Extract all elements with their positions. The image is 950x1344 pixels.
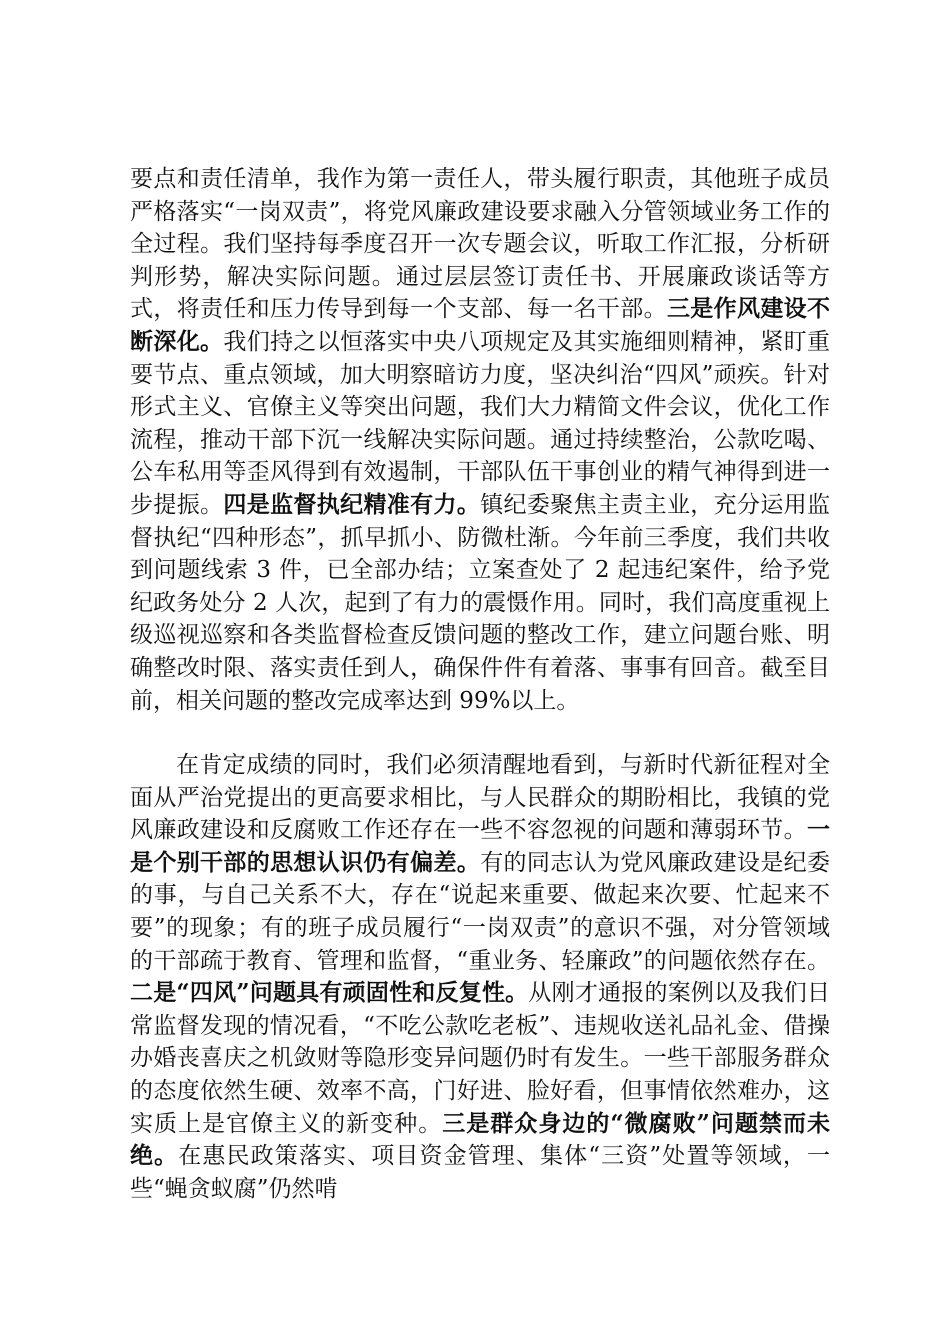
bold-heading-problem-1: 一是个别干部的思想认识仍有偏差。 xyxy=(130,816,830,876)
paragraph-text: 要点和责任清单，我作为第一责任人，带头履行职责，其他班子成员严格落实“一岗双责”，将党风廉政建设要求融入分管领域业务工作的全过程。我们坚持每季度召开一次专题会议，听取工作汇报，分析研判形势，解决实际问题。通过层层签订责任书、开展廉政谈话等方式，将责任和压力传导到每一个支部、每一名干部。 xyxy=(130,166,830,323)
paragraph-2 xyxy=(130,749,830,1205)
paragraph-text: 镇纪委聚焦主责主业，充分运用监督执纪“四种形态”，抓早抓小、防微杜渐。今年前三季度，我们共收到问题线索 3 件，已全部办结；立案查处了 2 起违纪案件，给予党纪政务处分 2 人次，起到了有力的震慑作用。同时，我们高度重视上级巡视巡察和各类监督检查反馈问题的整改工作，建立问题台账、明确整改时限、落实责任到人，确保件件有着落、事事有回音。截至目前，相关问题的整改完成率达到 99%以上。 xyxy=(130,491,831,714)
paragraph-text: 我们持之以恒落实中央八项规定及其实施细则精神，紧盯重要节点、重点领域，加大明察暗访力度，坚决纠治“四风”顽疾。针对形式主义、官僚主义等突出问题，我们大力精简文件会议，优化工作流程，推动干部下沉一线解决实际问题。通过持续整治，公款吃喝、公车私用等歪风得到有效遏制，干部队伍干事创业的精气神得到进一步提振。 xyxy=(130,328,831,518)
bold-heading-3: 三是作风建设不断深化。 xyxy=(130,295,831,355)
document-body xyxy=(130,163,830,1205)
paragraph-text: 在肯定成绩的同时，我们必须清醒地看到，与新时代新征程对全面从严治党提出的更高要求相比，与人民群众的期盼相比，我镇的党风廉政建设和反腐败工作还存在一些不容忽视的问题和薄弱环节。 xyxy=(130,752,830,844)
paragraph-gap xyxy=(130,717,830,749)
bold-heading-4: 四是监督执纪精准有力。 xyxy=(223,490,481,518)
bold-heading-problem-2: 二是“四风”问题具有顽固性和反复性。 xyxy=(130,979,529,1007)
paragraph-1 xyxy=(130,163,830,717)
paragraph-text: 有的同志认为党风廉政建设是纪委的事，与自己关系不大，存在“说起来重要、做起来次要、忙起来不要”的现象；有的班子成员履行“一岗双责”的意识不强，对分管领域的干部疏于教育、管理和监督，“重业务、轻廉政”的问题依然存在。 xyxy=(130,849,831,974)
bold-heading-problem-3: 三是群众身边的“微腐败”问题禁而未绝。 xyxy=(130,1109,831,1170)
paragraph-text: 从刚才通报的案例以及我们日常监督发现的情况看，“不吃公款吃老板”、违规收送礼品礼金、借操办婚丧喜庆之机敛财等隐形变异问题仍时有发生。一些干部服务群众的态度依然生硬、效率不高，门好进、脸好看，但事情依然难办，这实质上是官僚主义的新变种。 xyxy=(130,980,831,1137)
paragraph-text: 在惠民政策落实、项目资金管理、集体“三资”处置等领域，一些“蝇贪蚁腐”仍然啃 xyxy=(130,1143,830,1202)
